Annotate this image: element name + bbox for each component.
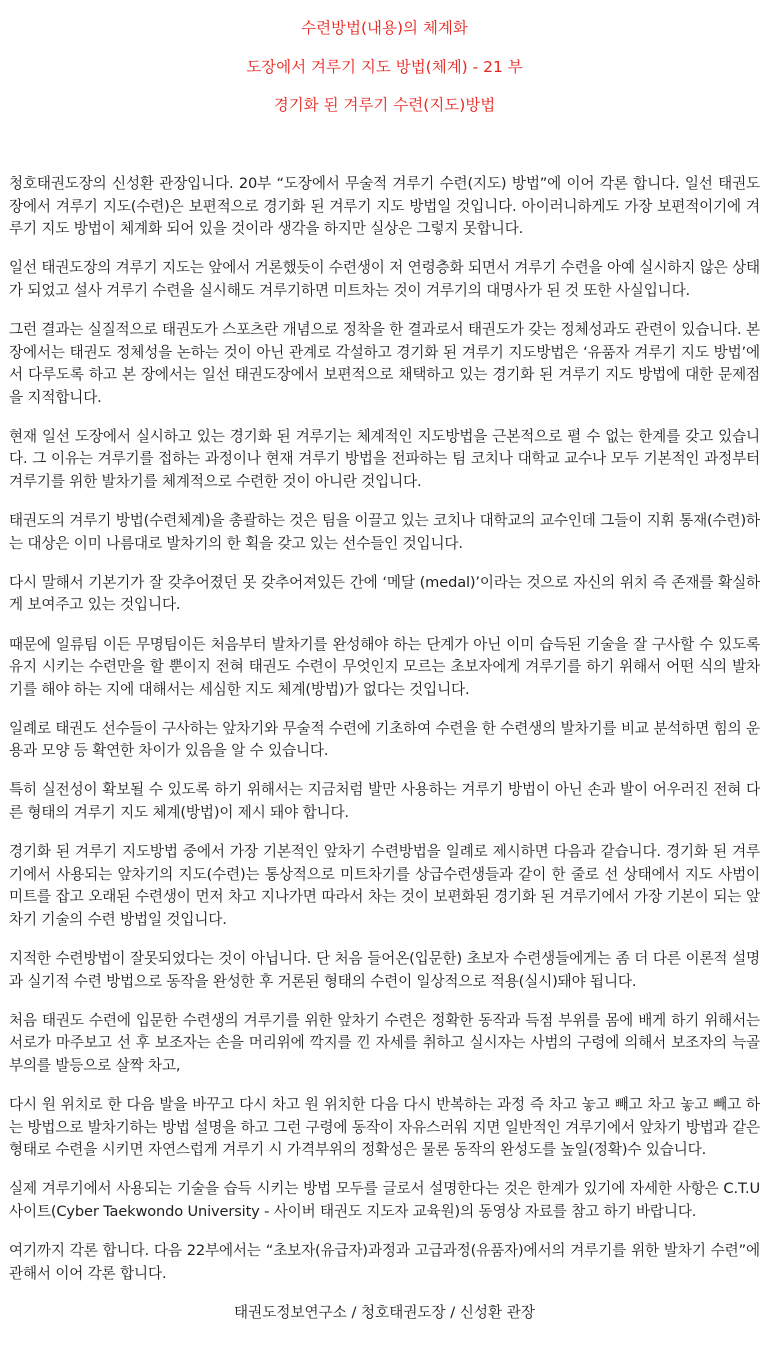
paragraph: 일선 태권도장의 겨루기 지도는 앞에서 거론했듯이 수련생이 저 연령층화 되면서 겨루기 수련을 아예 실시하지 않은 상태가 되었고 설사 겨루기 수련을 실시해도 겨루기하면 미트차는 것이 겨루기의 대명사가 된 것 또한 사실입니다. [9, 259, 760, 299]
part-title: 도장에서 겨루기 지도 방법(체계) - 21 부 [246, 57, 523, 76]
paragraph: 청호태권도장의 신성환 관장입니다. 20부 “도장에서 무술적 겨루기 수련(지도) 방법”에 이어 각론 합니다. 일선 태권도장에서 겨루기 지도(수련)은 보편적으로 경기화 된 겨루기 지도 방법일 것입니다. 아이러니하게도 가장 보편적이기에 겨루기 지도 방법이 체계화 되어 있을 것이라 생각을 하지만 실상은 그렇지 못합니다. [9, 175, 760, 238]
paragraph: 특히 실전성이 확보될 수 있도록 하기 위해서는 지금처럼 발만 사용하는 겨루기 방법이 아닌 손과 발이 어우러진 전혀 다른 형태의 겨루기 지도 체계(방법)이 제시 돼야 합니다. [9, 781, 760, 822]
paragraph: 처음 태권도 수련에 입문한 수련생의 겨루기를 위한 앞차기 수련은 정확한 동작과 득점 부위를 몸에 배게 하기 위해서는 서로가 마주보고 선 후 보조자는 손을 머리위에 깍지를 낀 자세를 취하고 실시자는 사범의 구령에 의해서 보조자의 늑골부의를 발등으로 살짝 차고, [9, 1011, 760, 1074]
paragraph: 지적한 수련방법이 잘못되었다는 것이 아닙니다. 단 처음 들어온(입문한) 초보자 수련생들에게는 좀 더 다른 이론적 설명과 실기적 수련 방법으로 동작을 완성한 후 거론된 형태의 수련이 일상적으로 적용(실시)돼야 됩니다. [9, 950, 760, 990]
paragraph: 태권도의 겨루기 방법(수련체계)을 총괄하는 것은 팀을 이끌고 있는 코치나 대학교의 교수인데 그들이 지휘 통재(수련)하는 대상은 이미 나름대로 발차기의 한 획을 갖고 있는 선수들인 것입니다. [9, 512, 760, 552]
author-signature: 태권도정보연구소 / 청호태권도장 / 신성환 관장 [234, 1303, 535, 1321]
paragraph: 여기까지 각론 합니다. 다음 22부에서는 “초보자(유급자)과정과 고급과정(유품자)에서의 겨루기를 위한 발차기 수련”에 관해서 이어 각론 합니다. [9, 1241, 760, 1282]
title-block [9, 0, 760, 115]
paragraph: 다시 원 위치로 한 다음 발을 바꾸고 다시 차고 원 위치한 다음 다시 반복하는 과정 즉 차고 놓고 빼고 차고 놓고 빼고 하는 방법으로 발차기하는 방법 설명을 하고 그런 구령에 동작이 자유스러워 지면 일반적인 겨루기에서 앞차기 방법과 같은 형태로 수련을 시키면 자연스럽게 겨루기 시 가격부위의 정확성은 물론 동작의 완성도를 높일(정확)수 있습니다. [9, 1096, 760, 1159]
paragraph: 경기화 된 겨루기 지도방법 중에서 가장 기본적인 앞차기 수련방법을 일례로 제시하면 다음과 같습니다. 경기화 된 겨루기에서 사용되는 앞차기의 지도(수련)는 통상적으로 미트차기를 상급수련생들과 같이 한 줄로 선 상태에서 지도 사범이 미트를 잡고 오래된 수련생이 먼저 차고 지나가면 따라서 차는 것이 보편화된 경기화 된 겨루기에서 가장 기본이 되는 앞차기 기술의 수련 방법일 것입니다. [9, 843, 760, 928]
series-title: 수련방법(내용)의 체계화 [301, 19, 468, 37]
article-subtitle: 경기화 된 겨루기 수련(지도)방법 [273, 96, 496, 114]
paragraph: 실제 겨루기에서 사용되는 기술을 습득 시키는 방법 모두를 글로서 설명한다는 것은 한계가 있기에 자세한 사항은 C.T.U 사이트(Cyber Taekwondo University - 사이버 태권도 지도자 교육원)의 동영상 자료를 참고 하기 바랍니다. [9, 1180, 760, 1220]
article-body [9, 173, 760, 1285]
paragraph: 때문에 일류팀 이든 무명팀이든 처음부터 발차기를 완성해야 하는 단계가 아닌 이미 습득된 기술을 잘 구사할 수 있도록 유지 시키는 수련만을 할 뿐이지 전혀 태권도 수련이 무엇인지 모르는 초보자에게 겨루기를 하기 위해서 어떤 식의 발차기를 해야 하는 지에 대해서는 세심한 지도 체계(방법)가 없다는 것입니다. [9, 635, 760, 698]
paragraph: 다시 말해서 기본기가 잘 갖추어졌던 못 갖추어져있든 간에 ‘메달 (medal)’이라는 것으로 자신의 위치 즉 존재를 확실하게 보여주고 있는 것입니다. [9, 573, 760, 614]
paragraph: 현재 일선 도장에서 실시하고 있는 경기화 된 겨루기는 체계적인 지도방법을 근본적으로 펼 수 없는 한계를 갖고 있습니다. 그 이유는 겨루기를 접하는 과정이나 현재 겨루기 방법을 전파하는 팀 코치나 대학교 교수나 모두 기본적인 과정부터 겨루기를 위한 발차기를 체계적으로 수련한 것이 아니란 것입니다. [9, 427, 760, 491]
paragraph: 그런 결과는 실질적으로 태권도가 스포츠란 개념으로 정착을 한 결과로서 태권도가 갖는 정체성과도 관련이 있습니다. 본 장에서는 태권도 정체성을 논하는 것이 아닌 관계로 각설하고 경기화 된 겨루기 지도방법은 ‘유품자 겨루기 지도 방법’에서 다루도록 하고 본 장에서는 일선 태권도장에서 보편적으로 채택하고 있는 경기화 된 겨루기 지도 방법에 대한 문제점을 지적합니다. [9, 320, 760, 406]
paragraph: 일례로 태권도 선수들이 구사하는 앞차기와 무술적 수련에 기초하여 수련을 한 수련생의 발차기를 비교 분석하면 힘의 운용과 모양 등 확연한 차이가 있음을 알 수 있습니다. [9, 719, 760, 760]
